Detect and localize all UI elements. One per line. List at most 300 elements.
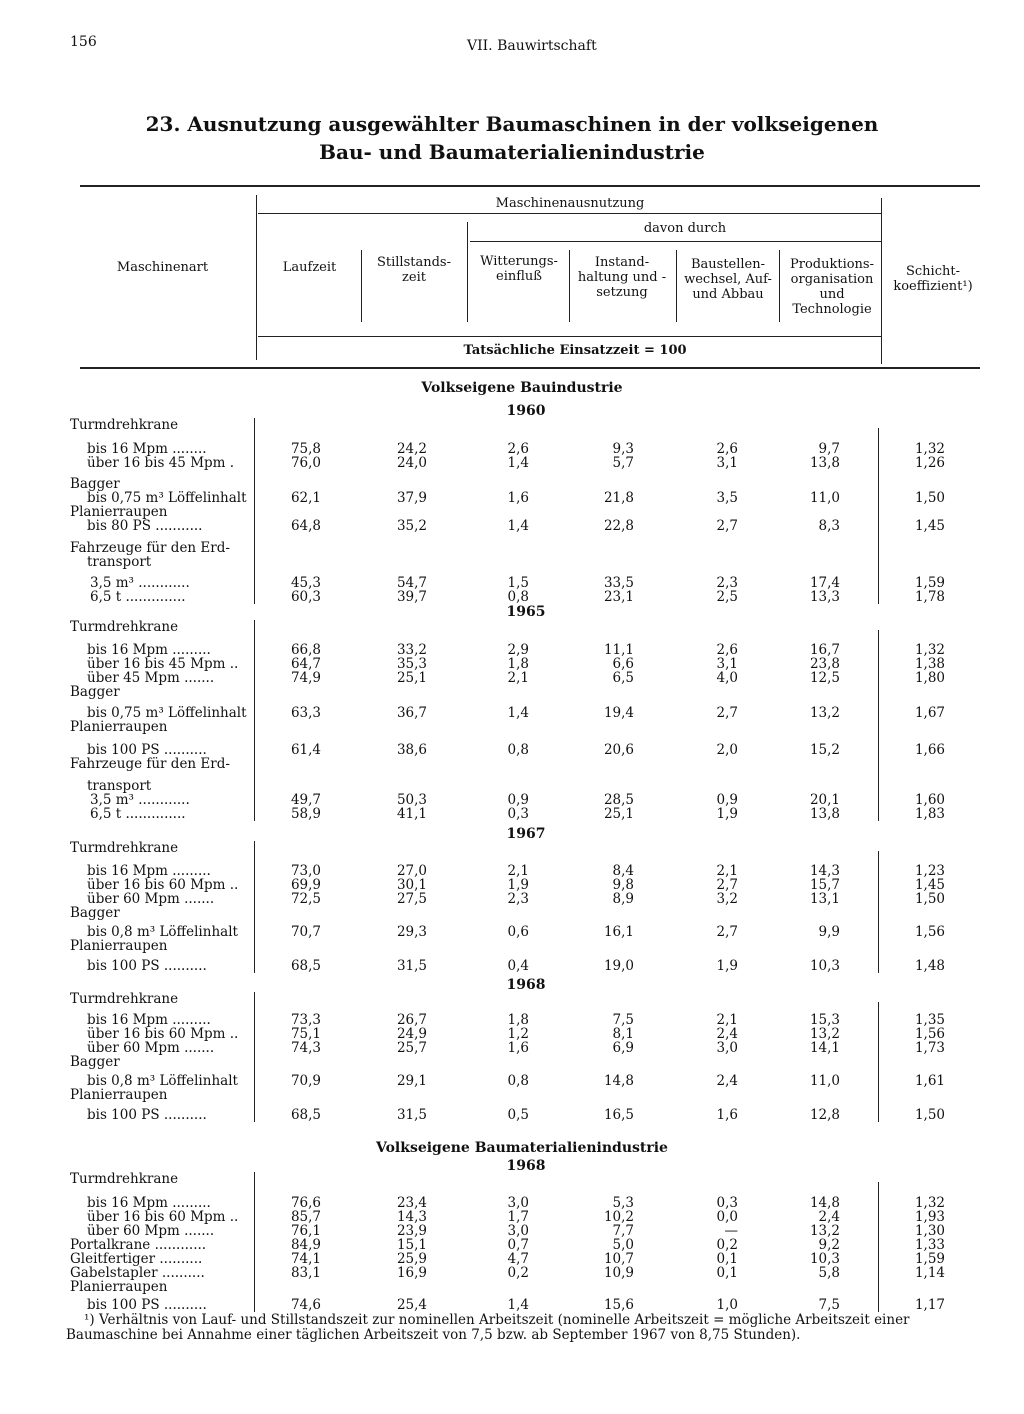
- table-cell: 1,4: [507, 1297, 529, 1313]
- table-cell: 49,7: [290, 792, 321, 808]
- table-cell: 7,5: [612, 1012, 634, 1028]
- table-cell: 15,7: [809, 877, 840, 893]
- table-cell: 11,0: [809, 1073, 840, 1089]
- table-cell: 21,8: [603, 490, 634, 506]
- section-divider-label: [254, 992, 255, 1122]
- table-cell: 64,7: [290, 656, 321, 672]
- row-label: bis 0,8 m³ Löffelinhalt: [87, 924, 238, 940]
- table-cell: 74,6: [290, 1297, 321, 1313]
- table-cell: 60,3: [290, 589, 321, 605]
- row-label: bis 16 Mpm .........: [87, 642, 211, 658]
- table-cell: 2,1: [507, 670, 529, 686]
- section-divider-label: [254, 841, 255, 973]
- table-cell: 84,9: [290, 1237, 321, 1253]
- table-cell: 75,8: [290, 441, 321, 457]
- col-header-site-change: Baustellen-wechsel, Auf- und Abbau: [684, 257, 772, 302]
- table-cell: 31,5: [396, 958, 427, 974]
- table-cell: 20,6: [603, 742, 634, 758]
- table-cell: 10,3: [809, 1251, 840, 1267]
- row-label: 3,5 m³ ............: [90, 575, 190, 591]
- table-cell: 1,2: [507, 1026, 529, 1042]
- row-label: Bagger: [70, 1054, 120, 1070]
- footnote: ¹) Verhältnis von Lauf- und Stillstandszeit zur nominellen Arbeitszeit (nominelle Arbeitszeit = mögliche Arbeitszeit einer Baumaschine bei Annahme einer täglichen Arbeitszeit von 7,5 bzw. ab September 1967 von 8,75 Stunden).: [66, 1312, 910, 1343]
- table-cell: 0,1: [716, 1265, 738, 1281]
- row-label: Portalkrane ............: [70, 1237, 207, 1253]
- row-label: bis 100 PS ..........: [87, 958, 207, 974]
- table-cell: 61,4: [290, 742, 321, 758]
- table-cell: 36,7: [396, 705, 427, 721]
- table-cell: 3,0: [507, 1195, 529, 1211]
- row-label: über 16 bis 60 Mpm ..: [87, 877, 239, 893]
- table-cell: 24,0: [396, 455, 427, 471]
- table-cell: 0,2: [507, 1265, 529, 1281]
- table-cell: 2,4: [818, 1209, 840, 1225]
- row-label: Bagger: [70, 476, 120, 492]
- table-cell: 45,3: [290, 575, 321, 591]
- header-bottom-rule: [80, 367, 980, 369]
- table-cell: 14,8: [809, 1195, 840, 1211]
- of-which-underline: [470, 241, 881, 242]
- table-cell: 19,4: [603, 705, 634, 721]
- section-year: 1960: [506, 403, 546, 419]
- table-cell: 70,9: [290, 1073, 321, 1089]
- table-cell: 1,60: [914, 792, 945, 808]
- table-cell: 1,50: [914, 490, 945, 506]
- row-label: Turmdrehkrane: [70, 991, 179, 1007]
- section-year: 1968: [506, 1158, 546, 1174]
- table-cell: 13,2: [809, 1026, 840, 1042]
- table-cell: 0,5: [507, 1107, 529, 1123]
- section-divider-shift: [878, 630, 879, 821]
- table-cell: 5,3: [612, 1195, 634, 1211]
- table-cell: 15,1: [396, 1237, 427, 1253]
- row-label: 6,5 t ..............: [90, 589, 186, 605]
- row-label: Planierraupen: [70, 719, 168, 735]
- table-cell: 70,7: [290, 924, 321, 940]
- table-cell: 3,0: [507, 1223, 529, 1239]
- table-cell: 0,3: [507, 806, 529, 822]
- row-label: bis 0,75 m³ Löffelinhalt: [87, 705, 247, 721]
- table-cell: 14,3: [809, 863, 840, 879]
- header-divider-left: [256, 195, 257, 360]
- row-label: bis 0,8 m³ Löffelinhalt: [87, 1073, 238, 1089]
- table-cell: 37,9: [396, 490, 427, 506]
- table-cell: 23,8: [809, 656, 840, 672]
- col-header-machine-type: Maschinenart: [116, 260, 209, 275]
- row-label: bis 16 Mpm .........: [87, 863, 211, 879]
- col-header-organization: Produktions-organisation und Technologie: [789, 257, 874, 317]
- table-cell: 28,5: [603, 792, 634, 808]
- table-cell: 1,78: [914, 589, 945, 605]
- row-label: über 16 bis 60 Mpm ..: [87, 1209, 239, 1225]
- table-cell: 15,6: [603, 1297, 634, 1313]
- table-cell: 1,56: [914, 1026, 945, 1042]
- table-cell: 25,7: [396, 1040, 427, 1056]
- section-divider-label: [254, 1172, 255, 1312]
- table-cell: 1,14: [914, 1265, 945, 1281]
- row-label: Bagger: [70, 905, 120, 921]
- table-cell: 38,6: [396, 742, 427, 758]
- table-cell: 1,56: [914, 924, 945, 940]
- row-label: über 16 bis 45 Mpm .: [87, 455, 235, 471]
- table-cell: 2,7: [716, 705, 738, 721]
- row-label: 3,5 m³ ............: [90, 792, 190, 808]
- table-cell: 19,0: [603, 958, 634, 974]
- table-cell: 7,5: [818, 1297, 840, 1313]
- table-cell: 74,3: [290, 1040, 321, 1056]
- table-cell: 16,1: [603, 924, 634, 940]
- table-cell: 2,3: [507, 891, 529, 907]
- table-cell: 0,9: [507, 792, 529, 808]
- table-cell: 1,33: [914, 1237, 945, 1253]
- table-cell: 25,1: [396, 670, 427, 686]
- row-label: Planierraupen: [70, 504, 168, 520]
- table-cell: 5,8: [818, 1265, 840, 1281]
- table-title-line-2: Bau- und Baumaterialienindustrie: [319, 140, 705, 164]
- table-cell: 1,80: [914, 670, 945, 686]
- table-cell: 1,73: [914, 1040, 945, 1056]
- table-cell: 2,1: [507, 863, 529, 879]
- table-cell: 1,9: [716, 806, 738, 822]
- row-label: über 16 bis 45 Mpm ..: [87, 656, 239, 672]
- table-cell: 14,8: [603, 1073, 634, 1089]
- table-cell: 64,8: [290, 518, 321, 534]
- table-cell: 10,7: [603, 1251, 634, 1267]
- table-cell: 1,17: [914, 1297, 945, 1313]
- table-cell: 35,3: [396, 656, 427, 672]
- col-header-of-which: davon durch: [643, 221, 727, 236]
- table-cell: 1,8: [507, 1012, 529, 1028]
- table-cell: 12,5: [809, 670, 840, 686]
- table-cell: 13,3: [809, 589, 840, 605]
- col-divider-1: [361, 250, 362, 322]
- table-cell: 3,5: [716, 490, 738, 506]
- col-divider-5: [779, 250, 780, 322]
- table-cell: 58,9: [290, 806, 321, 822]
- section-divider-shift: [878, 1182, 879, 1312]
- table-cell: 1,8: [507, 656, 529, 672]
- table-cell: 6,9: [612, 1040, 634, 1056]
- table-cell: 76,0: [290, 455, 321, 471]
- table-cell: 24,9: [396, 1026, 427, 1042]
- table-cell: 8,3: [818, 518, 840, 534]
- table-cell: 3,2: [716, 891, 738, 907]
- col-header-base-line: Tatsächliche Einsatzzeit = 100: [463, 343, 687, 358]
- col-divider-3: [569, 250, 570, 322]
- table-cell: 1,45: [914, 518, 945, 534]
- table-cell: 10,9: [603, 1265, 634, 1281]
- table-cell: 85,7: [290, 1209, 321, 1225]
- section-divider-shift: [878, 1002, 879, 1122]
- row-label: 6,5 t ..............: [90, 806, 186, 822]
- table-cell: 0,9: [716, 792, 738, 808]
- col-header-runtime: Laufzeit: [282, 260, 337, 275]
- table-cell: 3,1: [716, 455, 738, 471]
- table-cell: 41,1: [396, 806, 427, 822]
- table-cell: 73,0: [290, 863, 321, 879]
- table-cell: 1,59: [914, 575, 945, 591]
- col-header-downtime: Stillstands-zeit: [376, 255, 451, 285]
- table-cell: 33,5: [603, 575, 634, 591]
- table-cell: 25,4: [396, 1297, 427, 1313]
- table-cell: 2,6: [716, 642, 738, 658]
- row-label: Fahrzeuge für den Erd-: [70, 540, 230, 556]
- table-cell: 11,0: [809, 490, 840, 506]
- table-cell: 1,35: [914, 1012, 945, 1028]
- table-cell: 1,23: [914, 863, 945, 879]
- row-label: bis 80 PS ...........: [87, 518, 203, 534]
- table-cell: 2,7: [716, 924, 738, 940]
- row-label: Turmdrehkrane: [70, 417, 179, 433]
- table-cell: 2,7: [716, 877, 738, 893]
- table-cell: 2,1: [716, 1012, 738, 1028]
- table-cell: 3,0: [716, 1040, 738, 1056]
- table-cell: 1,67: [914, 705, 945, 721]
- table-cell: 1,4: [507, 455, 529, 471]
- running-head: VII. Bauwirtschaft: [467, 38, 597, 54]
- table-cell: 4,0: [716, 670, 738, 686]
- table-cell: 6,5: [612, 670, 634, 686]
- table-cell: 1,50: [914, 891, 945, 907]
- col-divider-2: [467, 222, 468, 322]
- table-cell: 5,0: [612, 1237, 634, 1253]
- table-cell: 16,9: [396, 1265, 427, 1281]
- table-cell: 66,8: [290, 642, 321, 658]
- table-cell: 27,5: [396, 891, 427, 907]
- table-cell: 10,2: [603, 1209, 634, 1225]
- table-cell: 1,6: [507, 1040, 529, 1056]
- table-cell: 25,1: [603, 806, 634, 822]
- table-cell: 1,9: [507, 877, 529, 893]
- table-cell: 17,4: [809, 575, 840, 591]
- table-cell: 11,1: [603, 642, 634, 658]
- header-divider-right: [881, 198, 882, 364]
- table-cell: 1,6: [716, 1107, 738, 1123]
- table-cell: 14,1: [809, 1040, 840, 1056]
- section-title: Volkseigene Bauindustrie: [421, 380, 623, 396]
- table-cell: 16,5: [603, 1107, 634, 1123]
- table-cell: 2,7: [716, 518, 738, 534]
- table-cell: 15,3: [809, 1012, 840, 1028]
- table-cell: 12,8: [809, 1107, 840, 1123]
- table-cell: 30,1: [396, 877, 427, 893]
- table-cell: 3,1: [716, 656, 738, 672]
- row-label: bis 16 Mpm ........: [87, 441, 207, 457]
- row-label: transport: [87, 554, 152, 570]
- section-year: 1967: [506, 826, 546, 842]
- table-cell: 26,7: [396, 1012, 427, 1028]
- col-header-shift-coefficient: Schicht-koeffizient¹): [893, 264, 973, 294]
- table-cell: 2,6: [507, 441, 529, 457]
- table-cell: 35,2: [396, 518, 427, 534]
- table-cell: 1,50: [914, 1107, 945, 1123]
- table-cell: 1,32: [914, 1195, 945, 1211]
- table-cell: 2,4: [716, 1073, 738, 1089]
- table-cell: 76,6: [290, 1195, 321, 1211]
- table-cell: 1,7: [507, 1209, 529, 1225]
- table-cell: 0,8: [507, 1073, 529, 1089]
- table-cell: 0,4: [507, 958, 529, 974]
- table-cell: 76,1: [290, 1223, 321, 1239]
- table-cell: 74,9: [290, 670, 321, 686]
- table-cell: 73,3: [290, 1012, 321, 1028]
- base-line-rule: [258, 336, 881, 337]
- row-label: Turmdrehkrane: [70, 619, 179, 635]
- col-header-utilization: Maschinenausnutzung: [495, 196, 645, 211]
- row-label: über 45 Mpm .......: [87, 670, 215, 686]
- table-title-line-1: 23. Ausnutzung ausgewählter Baumaschinen in der volkseigenen: [145, 112, 879, 136]
- table-cell: 14,3: [396, 1209, 427, 1225]
- table-cell: 0,2: [716, 1237, 738, 1253]
- row-label: Planierraupen: [70, 1279, 168, 1295]
- table-cell: 1,30: [914, 1223, 945, 1239]
- table-cell: 1,0: [716, 1297, 738, 1313]
- row-label: transport: [87, 778, 152, 794]
- table-cell: 31,5: [396, 1107, 427, 1123]
- row-label: Planierraupen: [70, 1087, 168, 1103]
- table-cell: 1,93: [914, 1209, 945, 1225]
- table-cell: 1,4: [507, 705, 529, 721]
- table-cell: 2,1: [716, 863, 738, 879]
- table-cell: 27,0: [396, 863, 427, 879]
- table-cell: 1,26: [914, 455, 945, 471]
- table-cell: 13,1: [809, 891, 840, 907]
- table-cell: 9,7: [818, 441, 840, 457]
- table-cell: 7,7: [612, 1223, 634, 1239]
- table-cell: 22,8: [603, 518, 634, 534]
- table-cell: 69,9: [290, 877, 321, 893]
- row-label: bis 16 Mpm .........: [87, 1012, 211, 1028]
- table-cell: 1,66: [914, 742, 945, 758]
- table-cell: 0,8: [507, 589, 529, 605]
- table-cell: 13,8: [809, 806, 840, 822]
- table-cell: 0,6: [507, 924, 529, 940]
- table-cell: 8,1: [612, 1026, 634, 1042]
- table-cell: 1,48: [914, 958, 945, 974]
- table-cell: 8,4: [612, 863, 634, 879]
- row-label: Gabelstapler ..........: [70, 1265, 205, 1281]
- table-cell: 2,0: [716, 742, 738, 758]
- row-label: bis 100 PS ..........: [87, 742, 207, 758]
- section-title: Volkseigene Baumaterialienindustrie: [376, 1140, 668, 1156]
- table-cell: 13,2: [809, 1223, 840, 1239]
- table-cell: 1,38: [914, 656, 945, 672]
- table-cell: 16,7: [809, 642, 840, 658]
- table-cell: 0,1: [716, 1251, 738, 1267]
- utilization-underline: [258, 213, 881, 214]
- table-cell: 25,9: [396, 1251, 427, 1267]
- row-label: Bagger: [70, 684, 120, 700]
- row-label: über 60 Mpm .......: [87, 891, 215, 907]
- table-cell: 9,3: [612, 441, 634, 457]
- table-cell: 0,3: [716, 1195, 738, 1211]
- table-cell: 9,8: [612, 877, 634, 893]
- row-label: über 16 bis 60 Mpm ..: [87, 1026, 239, 1042]
- table-cell: 1,45: [914, 877, 945, 893]
- section-divider-label: [254, 620, 255, 821]
- table-cell: 4,7: [507, 1251, 529, 1267]
- table-cell: 0,8: [507, 742, 529, 758]
- table-cell: 1,83: [914, 806, 945, 822]
- row-label: über 60 Mpm .......: [87, 1040, 215, 1056]
- table-cell: 68,5: [290, 1107, 321, 1123]
- table-cell: 20,1: [809, 792, 840, 808]
- table-cell: 83,1: [290, 1265, 321, 1281]
- col-header-maintenance: Instand-haltung und -setzung: [577, 255, 667, 300]
- section-divider-label: [254, 418, 255, 604]
- row-label: Turmdrehkrane: [70, 840, 179, 856]
- table-cell: 9,2: [818, 1237, 840, 1253]
- section-year: 1965: [506, 604, 546, 620]
- row-label: bis 100 PS ..........: [87, 1107, 207, 1123]
- table-cell: 75,1: [290, 1026, 321, 1042]
- table-cell: 74,1: [290, 1251, 321, 1267]
- table-cell: 1,61: [914, 1073, 945, 1089]
- section-divider-shift: [878, 851, 879, 973]
- table-cell: 2,4: [716, 1026, 738, 1042]
- table-cell: 6,6: [612, 656, 634, 672]
- table-cell: 23,4: [396, 1195, 427, 1211]
- table-cell: 0,0: [716, 1209, 738, 1225]
- table-cell: 2,5: [716, 589, 738, 605]
- table-cell: 63,3: [290, 705, 321, 721]
- row-label: bis 100 PS ..........: [87, 1297, 207, 1313]
- table-cell: 10,3: [809, 958, 840, 974]
- table-cell: 23,1: [603, 589, 634, 605]
- table-cell: 1,32: [914, 642, 945, 658]
- table-cell: 13,2: [809, 705, 840, 721]
- table-cell: 68,5: [290, 958, 321, 974]
- row-label: bis 16 Mpm .........: [87, 1195, 211, 1211]
- table-cell: 2,6: [716, 441, 738, 457]
- table-cell: 23,9: [396, 1223, 427, 1239]
- table-cell: 5,7: [612, 455, 634, 471]
- table-cell: 24,2: [396, 441, 427, 457]
- table-cell: 0,7: [507, 1237, 529, 1253]
- table-cell: 29,3: [396, 924, 427, 940]
- table-cell: 1,6: [507, 490, 529, 506]
- table-cell: 1,59: [914, 1251, 945, 1267]
- table-cell: 54,7: [396, 575, 427, 591]
- row-label: Planierraupen: [70, 938, 168, 954]
- table-cell: 72,5: [290, 891, 321, 907]
- table-cell: —: [724, 1223, 738, 1239]
- table-cell: 1,32: [914, 441, 945, 457]
- section-year: 1968: [506, 977, 546, 993]
- row-label: bis 0,75 m³ Löffelinhalt: [87, 490, 247, 506]
- table-cell: 1,5: [507, 575, 529, 591]
- row-label: Turmdrehkrane: [70, 1171, 179, 1187]
- page-number: 156: [70, 34, 97, 50]
- table-cell: 2,3: [716, 575, 738, 591]
- table-cell: 29,1: [396, 1073, 427, 1089]
- table-cell: 8,9: [612, 891, 634, 907]
- row-label: Fahrzeuge für den Erd-: [70, 756, 230, 772]
- col-divider-4: [676, 250, 677, 322]
- table-cell: 50,3: [396, 792, 427, 808]
- table-cell: 39,7: [396, 589, 427, 605]
- table-cell: 2,9: [507, 642, 529, 658]
- row-label: Gleitfertiger ..........: [70, 1251, 203, 1267]
- table-cell: 62,1: [290, 490, 321, 506]
- table-cell: 33,2: [396, 642, 427, 658]
- section-divider-shift: [878, 428, 879, 604]
- col-header-weather: Witterungs-einfluß: [480, 254, 558, 284]
- header-top-rule: [80, 185, 980, 187]
- table-cell: 1,9: [716, 958, 738, 974]
- table-cell: 13,8: [809, 455, 840, 471]
- table-cell: 9,9: [818, 924, 840, 940]
